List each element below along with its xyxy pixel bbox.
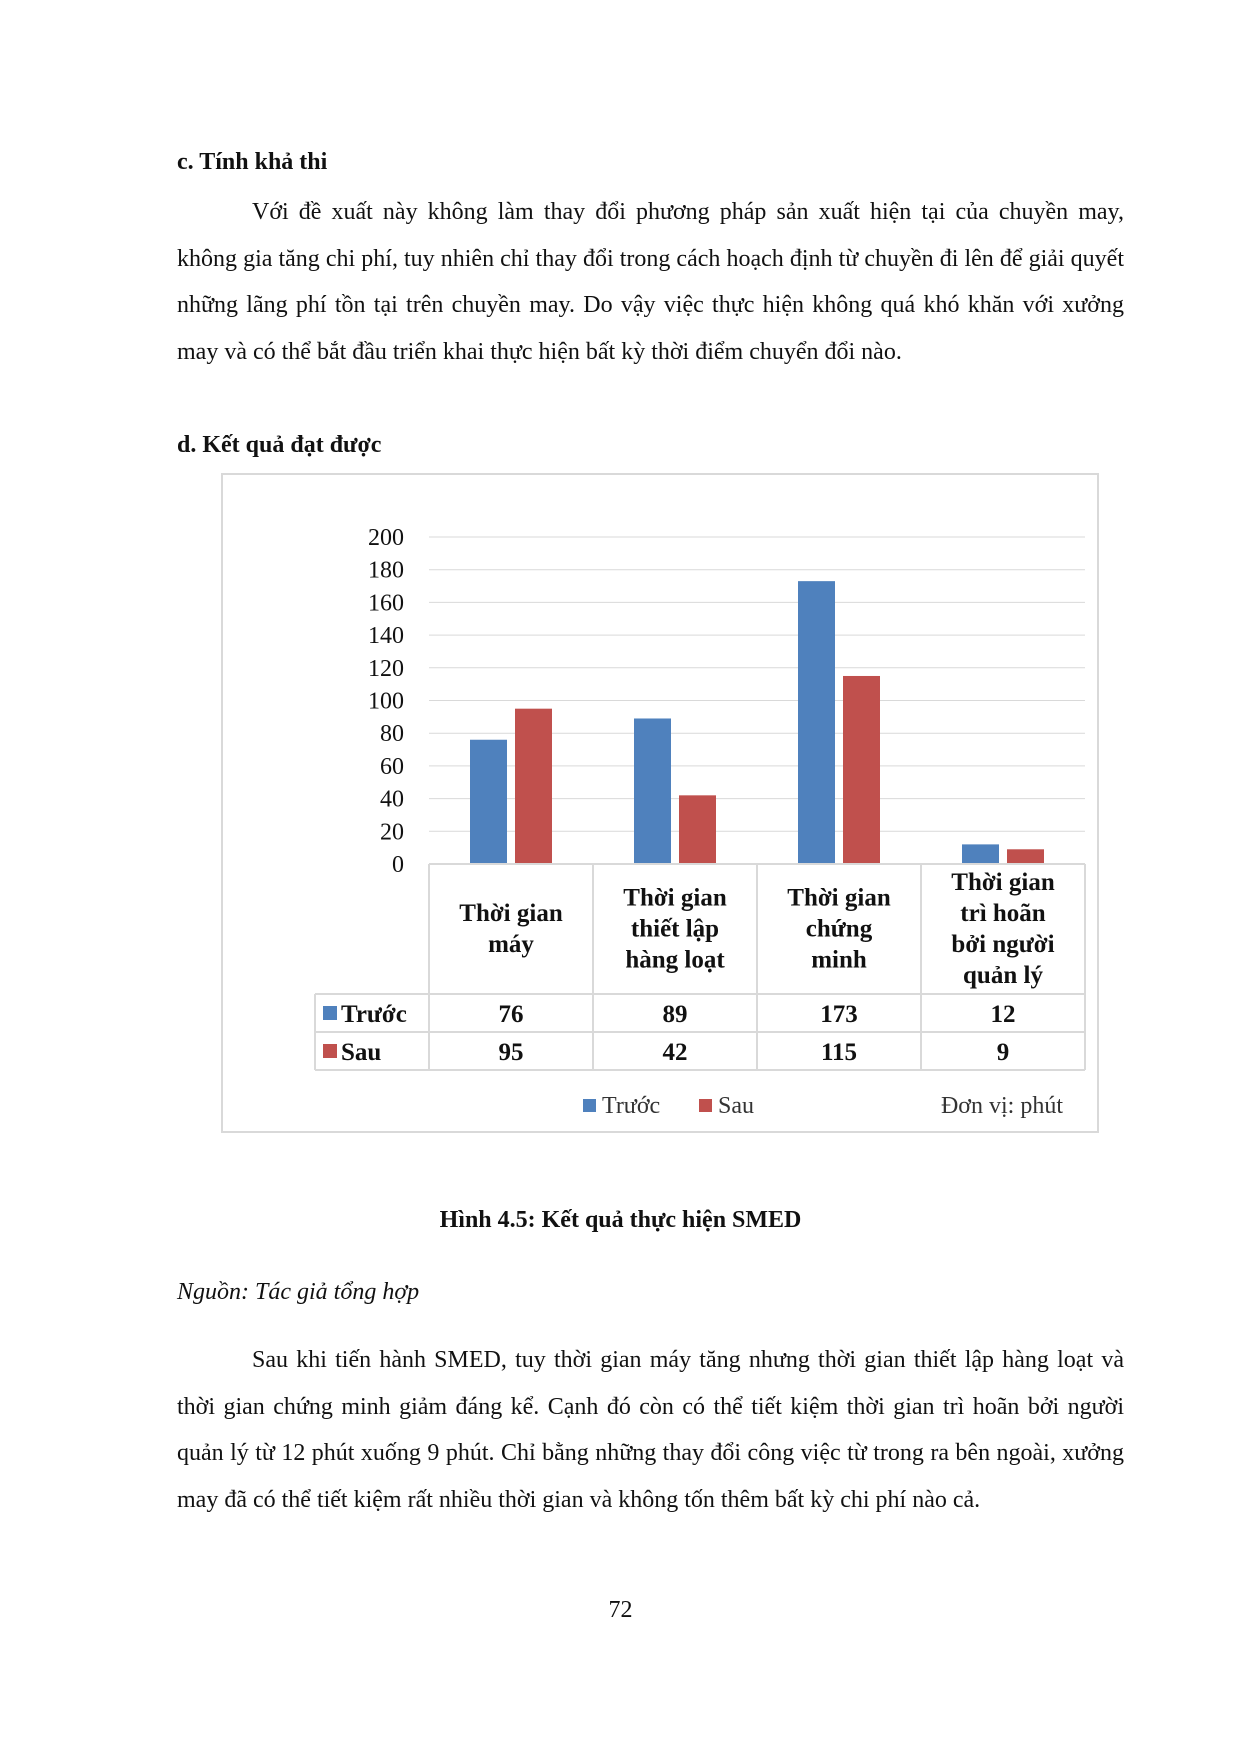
smed-results-chart bbox=[221, 473, 1099, 1133]
category-label: minh bbox=[811, 946, 867, 974]
series-row-label: Trước bbox=[341, 1001, 407, 1028]
legend-swatch-1 bbox=[583, 1099, 596, 1112]
section-d-heading: d. Kết quả đạt được bbox=[177, 432, 382, 458]
chart-svg bbox=[223, 475, 1101, 1135]
category-label: bởi người bbox=[951, 931, 1055, 958]
data-table-value: 89 bbox=[662, 1001, 688, 1028]
legend-label: Sau bbox=[718, 1093, 754, 1119]
y-tick-label: 60 bbox=[380, 753, 404, 780]
bar-sau-1 bbox=[515, 709, 552, 864]
y-tick-label: 180 bbox=[368, 557, 404, 584]
bar-truoc-2 bbox=[634, 718, 671, 864]
bar-truoc-1 bbox=[470, 740, 507, 864]
section-c-paragraph: Với đề xuất này không làm thay đổi phương pháp sản xuất hiện tại của chuyền may, không gia tăng chi phí, tuy nhiên chỉ thay đổi trong cách hoạch định từ chuyền đi lên để giải quyết những lãng phí tồn tại trên chuyền may. Do vậy việc thực hiện không quá khó khăn với xưởng may và có thể bắt đầu triển khai thực hiện bất kỳ thời điểm chuyển đổi nào. bbox=[177, 199, 1124, 365]
y-tick-label: 80 bbox=[380, 721, 404, 748]
category-label: Thời gian bbox=[623, 884, 727, 912]
conclusion-paragraph: Sau khi tiến hành SMED, tuy thời gian máy tăng nhưng thời gian thiết lập hàng loạt và thời gian chứng minh giảm đáng kể. Cạnh đó còn có thể tiết kiệm thời gian trì hoãn bởi người quản lý từ 12 phút xuống 9 phút. Chỉ bằng những thay đổi công việc từ trong ra bên ngoài, xưởng may đã có thể tiết kiệm rất nhiều thời gian và không tốn thêm bất kỳ chi phí nào cả. bbox=[177, 1347, 1124, 1513]
category-label: Thời gian bbox=[787, 884, 891, 912]
bar-sau-3 bbox=[843, 676, 880, 864]
legend-label: Trước bbox=[602, 1093, 661, 1119]
data-table-value: 115 bbox=[820, 1039, 858, 1066]
series-key-1 bbox=[323, 1006, 337, 1020]
y-tick-label: 40 bbox=[380, 786, 404, 813]
category-label: trì hoãn bbox=[960, 900, 1046, 927]
category-label: Thời gian bbox=[951, 869, 1055, 896]
figure-caption: Hình 4.5: Kết quả thực hiện SMED bbox=[439, 1207, 802, 1233]
page-number: 72 bbox=[608, 1597, 633, 1623]
figure-source: Nguồn: Tác giả tổng hợp bbox=[177, 1279, 420, 1305]
data-table-value: 42 bbox=[662, 1039, 688, 1066]
bar-truoc-4 bbox=[962, 844, 999, 864]
category-label: chứng bbox=[805, 915, 873, 943]
category-label: quản lý bbox=[963, 962, 1043, 989]
category-label: Thời gian bbox=[459, 900, 563, 927]
y-tick-label: 140 bbox=[368, 623, 404, 650]
bar-sau-4 bbox=[1007, 849, 1044, 864]
bar-sau-2 bbox=[679, 795, 716, 864]
unit-note: Đơn vị: phút bbox=[940, 1093, 1063, 1119]
y-tick-label: 100 bbox=[368, 688, 404, 715]
data-table-value: 12 bbox=[990, 1001, 1016, 1028]
data-table-value: 173 bbox=[820, 1001, 858, 1028]
bar-truoc-3 bbox=[798, 581, 835, 864]
category-label: máy bbox=[488, 931, 534, 958]
data-table-value: 76 bbox=[498, 1001, 524, 1028]
data-table-value: 95 bbox=[498, 1039, 524, 1066]
y-tick-label: 160 bbox=[368, 590, 404, 617]
category-label: thiết lập bbox=[630, 915, 720, 943]
y-tick-label: 120 bbox=[368, 655, 404, 682]
section-c-heading: c. Tính khả thi bbox=[177, 149, 328, 175]
data-table-value: 9 bbox=[996, 1039, 1010, 1066]
y-tick-label: 200 bbox=[368, 525, 404, 551]
category-label: hàng loạt bbox=[625, 946, 725, 974]
legend-swatch-2 bbox=[699, 1099, 712, 1112]
series-key-2 bbox=[323, 1044, 337, 1058]
y-tick-label: 0 bbox=[392, 852, 404, 878]
series-row-label: Sau bbox=[341, 1039, 382, 1066]
y-tick-label: 20 bbox=[380, 819, 404, 846]
